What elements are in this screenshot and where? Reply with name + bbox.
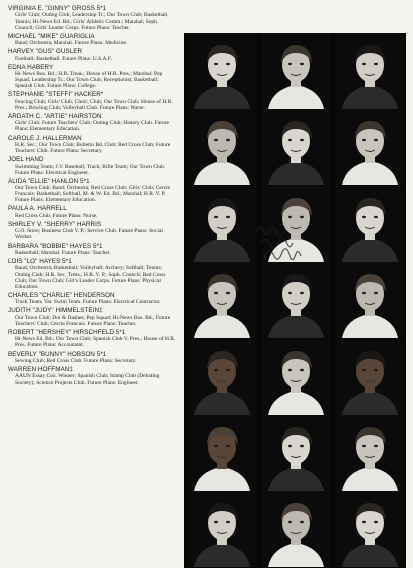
student-name: ROBERT "HERSHEY" HIRSCHFELD 5*1: [8, 328, 126, 336]
student-portrait-photo: [262, 415, 330, 491]
student-portrait-photo: [336, 33, 404, 109]
student-portrait-photo: [188, 415, 256, 491]
student-name: WARREN HOFFMAN‡: [8, 366, 73, 373]
student-portrait-photo: [188, 186, 256, 262]
student-activities: AAUN Essay Con. Winner; Spanish Club; Stamp Club (Debating Society); Science Projects Club. Future Plans: Engineer.: [15, 373, 160, 386]
student-name: ALIDA "ELLIE" HANLON 5*1: [8, 177, 90, 185]
student-activities: Swimming Team; J.V. Baseball; Track; Rifle Team; Our Town Club. Future Plans: Electrical Engineer.: [15, 163, 166, 176]
student-activities: Basketball; Marshal. Future Plans: Teacher.: [15, 249, 111, 256]
student-activities: Our Town Club; Band; Orchestra; Red Cross Club; Girls' Club; Cercle Francais; Basketball; Softball, M. & W. Ed. Bd.; Marshal; H.R. V. P. Future Plans: Elementary Education.: [15, 185, 171, 204]
student-entry: [8, 329, 176, 349]
student-entries: [8, 5, 176, 388]
student-name: LOIS "LO" HAYES 5*1: [8, 258, 72, 266]
student-entry: [8, 156, 176, 176]
student-entry: [8, 258, 176, 290]
student-name: MICHAEL "MIKE" GUARIGLIA: [8, 32, 95, 40]
student-portrait-photo: [336, 262, 404, 338]
student-activities: G.O. Store; Business Club V. P.; Service Club. Future Plans: Social Worker.: [15, 228, 163, 241]
student-portrait-photo: [262, 339, 330, 415]
student-entry: [8, 221, 176, 241]
student-entry: [8, 292, 176, 306]
student-entry: [8, 366, 176, 386]
student-portrait-photo: [188, 339, 256, 415]
student-entry: [8, 243, 176, 257]
student-entry: [8, 48, 176, 62]
student-name: BARBARA "BOBBIE" HAYES 5*1: [8, 242, 103, 250]
student-entry: [8, 351, 176, 365]
student-portrait-photo: [336, 491, 404, 567]
student-name: CHARLES "CHARLIE" HENDERSON: [8, 291, 115, 299]
photo-panel: [184, 33, 406, 568]
student-portrait-photo: [188, 491, 256, 567]
student-portrait-photo: [336, 109, 404, 185]
student-activities: Band; Orchestra; Basketball; Volleyball; Archery; Softball; Tennis; Outing Club; H.R. Sec. Treas.; H.R. V. P.; Soph. Council; Red Cross Club; Our Town Club; Girl's Leader Corps. Future Plans: Physical Education.: [15, 265, 166, 290]
student-entry: [8, 33, 176, 47]
student-activities: Girls' Club; Outing Club, Leadership Tr.; Our Town Club; Basketball, Tennis; Hi-News Ed. Bd.; Girls' Athletic Comm.; Marshal; Soph. Council; Girls' Leader Corps. Future Plans: Teacher.: [15, 12, 169, 31]
student-name: JOEL HAND: [8, 156, 44, 164]
student-portrait-photo: [262, 33, 330, 109]
student-entry: [8, 205, 176, 219]
student-entry: [8, 135, 176, 155]
student-activities: Band; Orchestra; Marshal. Future Plans: Medicine.: [15, 40, 128, 47]
student-portrait-photo: [262, 491, 330, 567]
student-name: BEVERLY "BUNNY" HOBSON 5*1: [8, 350, 107, 358]
student-entry: [8, 113, 176, 133]
student-entry: [8, 5, 176, 31]
student-entry: [8, 64, 176, 90]
student-name: PAULA A. HARRELL: [8, 205, 67, 213]
student-name: VIRGINIA E. "GINNY" GROSS 5*1: [8, 5, 107, 12]
student-activities: Hi-News Bus. Bd.; H.R. Treas.; House of H.R. Pres.; Marshal; Pep Squad; Leadership Tr.; Our Town Club; Receptionist; Basketball; Spanish Club. Future Plans: College.: [15, 71, 163, 90]
student-portrait-photo: [188, 109, 256, 185]
student-portrait-photo: [188, 33, 256, 109]
student-portrait-photo: [336, 415, 404, 491]
student-activities: Red Cross Club. Future Plans: Nurse.: [15, 212, 98, 219]
student-entry: [8, 178, 176, 204]
student-name: STEPHANIE "STEFFI" HACKER*: [8, 91, 104, 99]
student-activities: Sewing Club; Red Cross Club. Future Plans: Secretary.: [15, 357, 137, 364]
student-activities: Football; Basketball. Future Plans: U.S.A.F.: [15, 55, 112, 62]
student-portrait-photo: [262, 109, 330, 185]
student-name: ARDATH C. "ARTIE" HAIRSTON: [8, 112, 102, 120]
student-activities: H.R. Sec.; Our Town Club; Bulletin Bd. Club; Red Cross Club; Future Teachers' Club. Future Plans: Secretary.: [15, 141, 171, 155]
student-portrait-photo: [188, 262, 256, 338]
student-activities: Fencing Club; Girls' Club; Choir; Club; Our Town Club; House of H.R. Pres.; Bowling Club; Volleyball Club. Future Plans: Nurse.: [15, 98, 173, 111]
student-entry: [8, 307, 176, 327]
student-portrait-photo: [336, 186, 404, 262]
handwritten-signature: [250, 220, 320, 280]
student-portrait-photo: [336, 339, 404, 415]
student-activities: Hi-News Ed. Bd.; Our Town Club; Spanish Club V. Pres.; House of H.R. Pres. Future Plans: Accountant.: [15, 336, 176, 349]
student-name: JUDITH "JUDY" HIMMELSTEIN‡: [8, 307, 103, 315]
student-name: EDNA HABERY: [8, 63, 54, 71]
student-name: HARVEY "GUS" GUSLER: [8, 48, 83, 56]
student-entry: [8, 91, 176, 111]
student-activities: Track Team; Var. Swim Team. Future Plans: Electrical Contractor.: [15, 299, 161, 306]
student-activities: Girls' Club; Future Teachers' Club; Outing Club; History Club. Future Plans: Elementary Education.: [15, 120, 169, 133]
student-name: CAROLE J. HALLERMAN: [8, 134, 82, 142]
student-name: SHIRLEY V. "SHERRY" HARRIS: [8, 220, 102, 228]
student-activities: Our Town Club; Dot & Dashes; Pep Squad; Hi-News Bus. Bd.; Future Teachers' Club; Cercle Francais. Future Plans: Teacher.: [15, 314, 171, 327]
